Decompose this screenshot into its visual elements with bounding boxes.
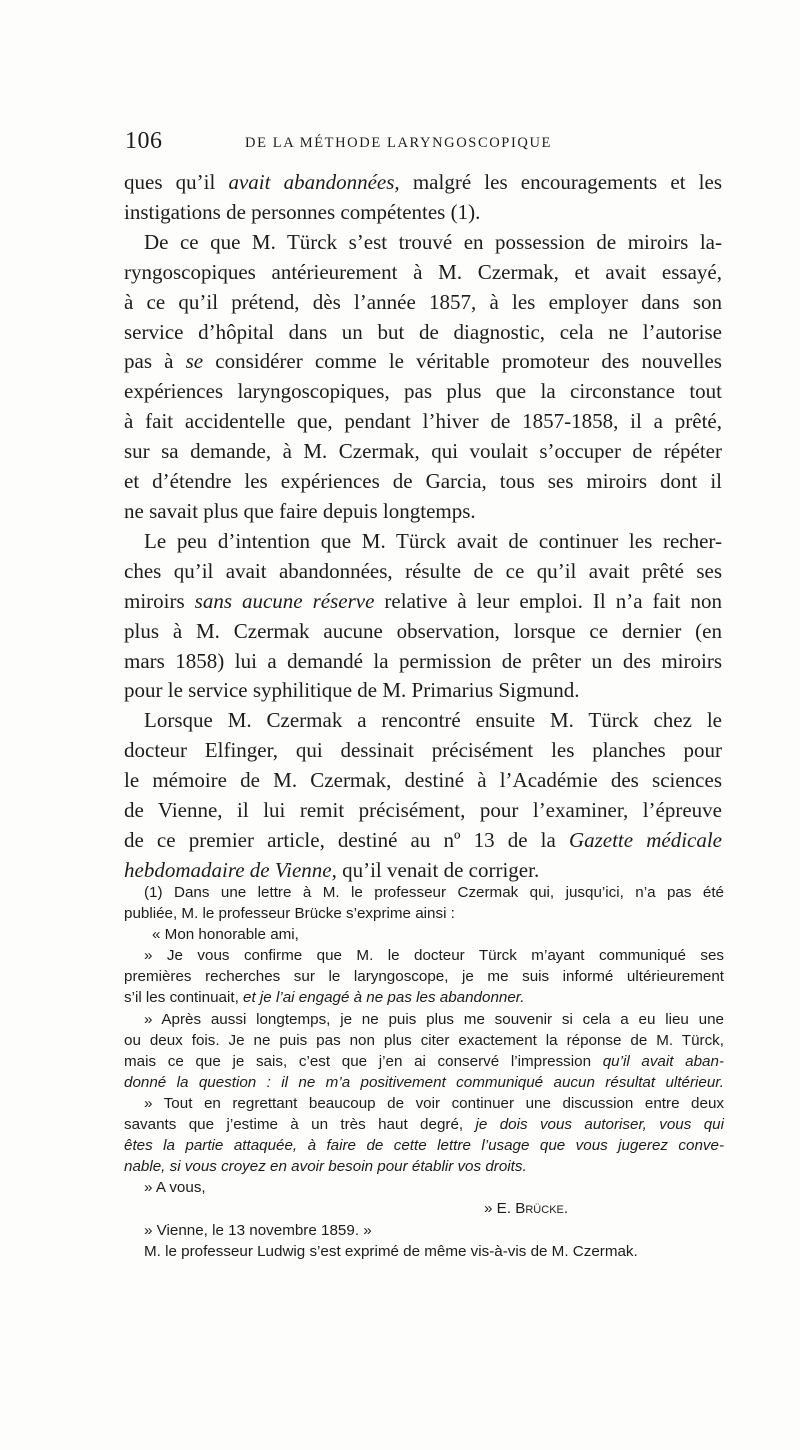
text-line: sur sa demande, à M. Czermak, qui voulait s’occuper de répéter (124, 439, 722, 464)
page-header (125, 128, 705, 158)
footnote-line: mais ce que je sais, c’est que j’en ai conservé l’impression qu’il avait aban- (124, 1052, 724, 1070)
paragraph (124, 168, 722, 228)
text-line: à fait accidentelle que, pendant l’hiver de 1857-1858, il a prêté, (124, 409, 722, 434)
footnote-line: » A vous, (144, 1179, 206, 1197)
footnote-line: ou deux fois. Je ne puis pas non plus citer exactement la réponse de M. Türck, (124, 1031, 724, 1049)
text-line: instigations de personnes compétentes (1). (124, 199, 481, 224)
text-line: le mémoire de M. Czermak, destiné à l’Académie des sciences (124, 768, 722, 793)
footnotes (124, 882, 724, 1262)
text-line: pas à se considérer comme le véritable promoteur des nouvelles (124, 349, 722, 374)
footnote-line: savants que j’estime à un très haut degré, je dois vous autoriser, vous qui (124, 1116, 724, 1134)
text-line: ques qu’il avait abandonnées, malgré les encouragements et les (124, 170, 723, 194)
running-head: DE LA MÉTHODE LARYNGOSCOPIQUE (245, 135, 552, 151)
text-line: ches qu’il avait abandonnées, résulte de ce qu’il avait prêté ses (124, 558, 722, 583)
footnote-line: « Mon honorable ami, (152, 926, 299, 944)
paragraph (124, 706, 722, 885)
text-line: miroirs sans aucune réserve relative à leur emploi. Il n’a fait non (124, 588, 722, 613)
text-line: et d’étendre les expériences de Garcia, tous ses miroirs dont il (124, 469, 722, 494)
footnote-line: M. le professeur Ludwig s’est exprimé de même vis-à-vis de M. Czermak. (144, 1242, 638, 1260)
text-line: De ce que M. Türck s’est trouvé en possession de miroirs la- (144, 229, 722, 254)
footnote-line: » Tout en regrettant beaucoup de voir continuer une discussion entre deux (144, 1094, 724, 1112)
text-line: à ce qu’il prétend, dès l’année 1857, à les employer dans son (124, 289, 722, 314)
text-line: docteur Elfinger, qui dessinait précisément les planches pour (124, 738, 722, 763)
paragraph (124, 228, 722, 527)
footnote-line: s’il les continuait, et je l’ai engagé à ne pas les abandonner. (124, 989, 525, 1007)
main-text (124, 168, 722, 886)
text-line: service d’hôpital dans un but de diagnostic, cela ne l’autorise (124, 319, 722, 344)
footnote-line: » Vienne, le 13 novembre 1859. » (144, 1221, 372, 1239)
footnote-line: donné la question : il ne m’a positivement communiqué aucun résultat ultérieur. (124, 1073, 724, 1091)
text-line: de Vienne, il lui remit précisément, pour l’examiner, l’épreuve (124, 798, 722, 823)
footnote-line: » Après aussi longtemps, je ne puis plus me souvenir si cela a eu lieu une (144, 1010, 724, 1028)
text-line: expériences laryngoscopiques, pas plus que la circonstance tout (124, 379, 722, 404)
paragraph (124, 527, 722, 706)
text-line: hebdomadaire de Vienne, qu’il venait de corriger. (124, 857, 540, 882)
text-line: ryngoscopiques antérieurement à M. Czermak, et avait essayé, (124, 259, 722, 284)
text-line: pour le service syphilitique de M. Primarius Sigmund. (124, 678, 580, 703)
footnote-line: publiée, M. le professeur Brücke s’exprime ainsi : (124, 905, 455, 923)
footnote-line: premières recherches sur le laryngoscope, je me suis informé ultérieurement (124, 968, 724, 986)
text-line: plus à M. Czermak aucune observation, lorsque ce dernier (en (124, 618, 722, 643)
footnote-line: nable, si vous croyez en avoir besoin pour établir vos droits. (124, 1158, 527, 1176)
page-number: 106 (125, 128, 163, 154)
text-line: mars 1858) lui a demandé la permission de prêter un des miroirs (124, 648, 722, 673)
footnote-line: » Je vous confirme que M. le docteur Türck m’ayant communiqué ses (144, 947, 724, 965)
footnote-line: êtes la partie attaquée, à faire de cette lettre l’usage que vous jugerez conve- (124, 1137, 724, 1155)
text-line: ne savait plus que faire depuis longtemps. (124, 498, 476, 523)
text-line: de ce premier article, destiné au nº 13 de la Gazette médicale (124, 827, 722, 852)
footnote-signature: » E. Brücke. (484, 1200, 569, 1218)
text-line: Le peu d’intention que M. Türck avait de continuer les recher- (144, 528, 722, 553)
text-line: Lorsque M. Czermak a rencontré ensuite M. Türck chez le (144, 708, 722, 733)
footnote-line: (1) Dans une lettre à M. le professeur Czermak qui, jusqu’ici, n’a pas été (144, 884, 724, 901)
